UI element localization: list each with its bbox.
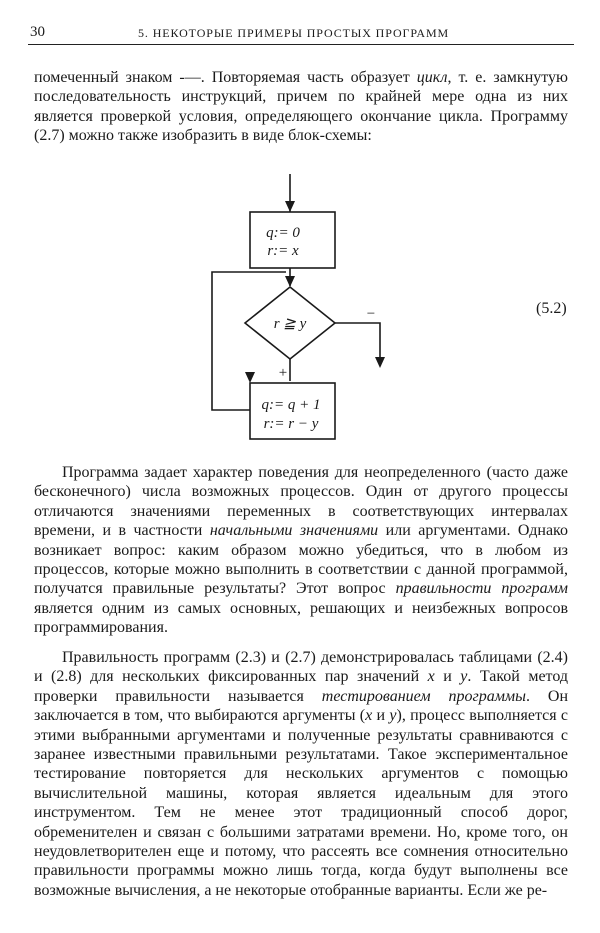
flowchart: [195, 172, 405, 457]
term-program-correctness: правильности программ: [395, 580, 568, 598]
p2-text-2: или аргументами. Однако возникает вопрос: каким образом можно убедиться, что в любом из процессов, которые можно выполнить в соответствии с данной программой, получатся правильные результаты? Этот вопрос: [34, 522, 569, 598]
entry-arrowhead: [285, 201, 295, 212]
init-line-2: r:= x: [267, 243, 299, 259]
term-cycle: цикл: [416, 69, 448, 86]
term-program-testing: тестированием программы: [321, 687, 526, 705]
false-arrowhead: [375, 357, 385, 368]
true-branch-label: +: [278, 365, 288, 381]
loop-back-line: [212, 272, 286, 410]
p1-text-1: помеченный знаком ‑—. Повторяемая часть образует: [34, 69, 417, 86]
p1-text-2: , т. е. замкнутую последовательность инструкций, причем по крайней мере одна из них является проверкой условия, определяющего окончание цикла. Программу (2.7) можно также изобразить в виде блок-схемы:: [34, 69, 568, 145]
loop-arrowhead: [245, 372, 255, 383]
p3-text-1: Правильность программ (2.3) и (2.7) демонстрировалась таблицами (2.4) и (2.8) для нескольких фиксированных пар значений: [34, 649, 568, 686]
loop-line-2: r:= r − y: [263, 416, 319, 432]
p2-text-3: является одним из самых основных, решающих и неизбежных вопросов программирования.: [34, 599, 568, 637]
page-number: 30: [30, 24, 45, 40]
p3-text-3: . Он заключается в том, что выбираются аргументы (: [34, 687, 569, 725]
loop-line-1: q:= q + 1: [261, 397, 321, 413]
paragraph-intro: [34, 68, 568, 146]
false-branch-label: −: [366, 306, 376, 322]
paragraph-program-behavior: [34, 463, 568, 638]
var-y: y: [460, 668, 468, 686]
decision-arrowhead: [285, 276, 295, 287]
p3-text-2: . Такой метод проверки правильности называется: [34, 668, 568, 705]
decision-label: r ≧ y: [273, 316, 307, 332]
p3-and: и: [434, 668, 461, 686]
paragraph-testing: [34, 648, 568, 900]
running-title: 5. НЕКОТОРЫЕ ПРИМЕРЫ ПРОСТЫХ ПРОГРАММ: [138, 26, 450, 40]
var-y-2: y: [389, 707, 397, 725]
equation-label: (5.2): [536, 300, 567, 317]
page-header: [28, 22, 574, 45]
p3-text-4: ), процесс выполняется с этими выбранными аргументами и полученные результаты сравниваются с заранее известными правильными результатами. Такое экспериментальное тестирование повторяется для нескольких аргументов с помощью вычислительной машины, которая является идеальным для этого инструментом. Тем не менее этот традиционный способ дорог, обременителен и связан с большими затратами времени. Но, кроме того, он неудовлетворителен еще и потому, что рассеять все сомнения относительно правильности программы можно лишь тогда, когда будут выполнены все возможные вычисления, а не некоторые отобранные варианты. Если же ре-: [34, 707, 569, 899]
term-initial-values: начальными значениями: [209, 522, 379, 540]
var-x: x: [427, 668, 435, 686]
p3-and-2: и: [372, 707, 390, 725]
init-line-1: q:= 0: [266, 225, 300, 241]
var-x-2: x: [365, 707, 373, 725]
false-branch-line: [335, 323, 380, 360]
p2-text-1: Программа задает характер поведения для неопределенного (часто даже бесконечного) числа возможных процессов. Один от другого процессы отличаются значениями переменных в соответствующих интервалах времени, и в частности: [34, 464, 568, 540]
